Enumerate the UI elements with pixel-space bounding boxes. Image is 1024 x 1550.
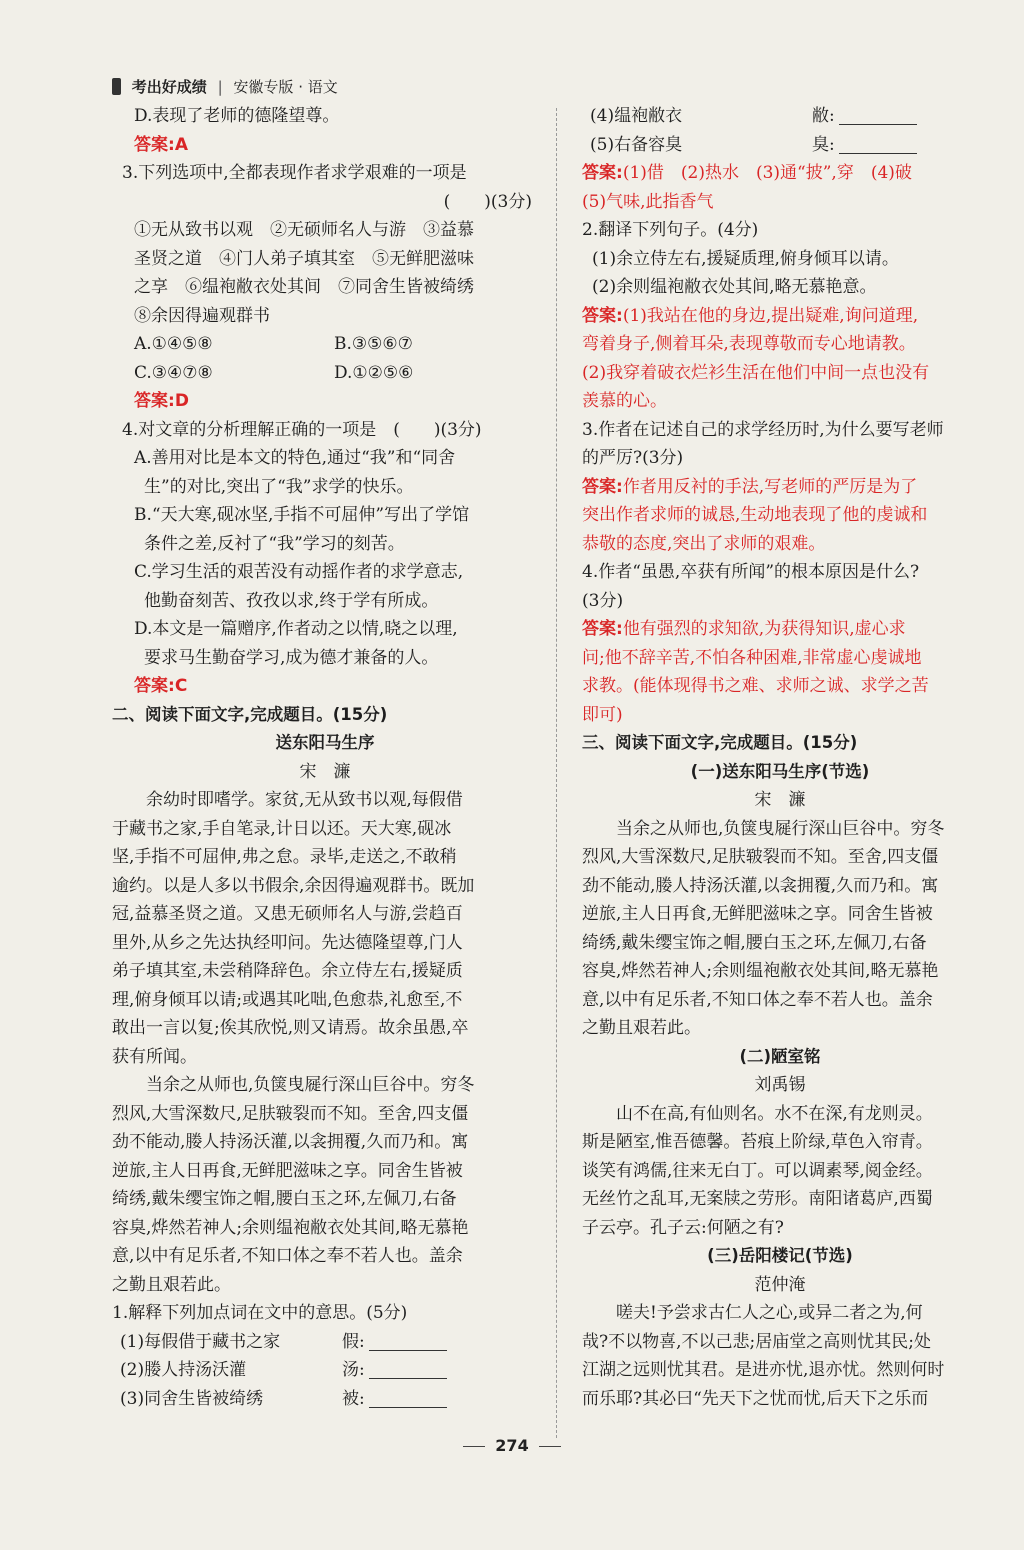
header-edition: 安徽专版 <box>233 78 294 96</box>
q3-item-line: ①无从致书以观 ②无硕师名人与游 ③益慕 <box>134 220 474 240</box>
q4-option-b: B.“天大寒,砚冰坚,手指不可屈伸”写出了学馆 <box>134 505 470 525</box>
text-1-title: (一)送东阳马生序(节选) <box>690 761 870 781</box>
passage-line: 里外,从乡之先达执经叩问。先达德隆望尊,门人 <box>112 932 463 953</box>
q3-item-line: 之享 ⑥缊袍敝衣处其间 ⑦同舍生皆被绮绣 <box>134 277 474 297</box>
passage-line: 容臭,烨然若神人;余则缊袍敝衣处其间,略无慕艳 <box>582 961 939 981</box>
column-divider <box>556 108 557 1438</box>
q3-answer: 答案:D <box>134 391 189 411</box>
passage-line: 绮绣,戴朱缨宝饰之帽,腰白玉之环,左佩刀,右备 <box>112 1189 457 1209</box>
s2-q1-stem: 1.解释下列加点词在文中的意思。(5分) <box>112 1303 408 1323</box>
text-2-author: 刘禹锡 <box>754 1075 806 1095</box>
passage-line: 山不在高,有仙则名。水不在深,有龙则灵。 <box>616 1103 933 1124</box>
answer-blank[interactable] <box>369 1389 447 1408</box>
s2-q2-stem: 2.翻译下列句子。(4分) <box>582 220 759 240</box>
s2-q3-answer-cont: 恭敬的态度,突出了求师的艰难。 <box>582 533 826 554</box>
s2-q2-answer-cont: 羡慕的心。 <box>582 391 667 411</box>
passage-line: 敢出一言以复;俟其欣悦,则又请焉。故余虽愚,卒 <box>112 1018 469 1038</box>
passage-line: 江湖之远则忧其君。是进亦忧,退亦忧。然则何时 <box>582 1360 945 1380</box>
answer-blank[interactable] <box>369 1332 447 1351</box>
q4-option-a: A.善用对比是本文的特色,通过“我”和“同舍 <box>134 448 456 468</box>
passage-line: 当余之从师也,负箧曳屣行深山巨谷中。穷冬 <box>616 818 945 839</box>
q4-option-b: 条件之差,反衬了“我”学习的刻苦。 <box>144 533 405 554</box>
vocab-item: (5)右备容臭 臭: <box>582 131 978 160</box>
page-number: 274 <box>0 1436 1024 1455</box>
passage-line: 坚,手指不可屈伸,弗之怠。录毕,走送之,不敢稍 <box>112 847 457 867</box>
s2-q3-answer-cont: 突出作者求师的诚恳,生动地表现了他的虔诚和 <box>582 505 928 525</box>
s2-q2-answer-cont: 弯着身子,侧着耳朵,表现尊敬而专心地请教。 <box>582 334 916 354</box>
s2-q3-answer: 答案:作者用反衬的手法,写老师的严厉是为了 <box>582 476 918 497</box>
q4-option-c: 他勤奋刻苦、孜孜以求,终于学有所成。 <box>144 590 439 611</box>
q4-option-d: D.本文是一篇赠序,作者动之以情,晓之以理, <box>134 619 458 639</box>
header-separator: | <box>217 78 223 96</box>
q3-options-row <box>112 330 538 359</box>
passage-line: 余幼时即嗜学。家贫,无从致书以观,每假借 <box>146 790 463 810</box>
passage-line: 意,以中有足乐者,不知口体之奉不若人也。盖余 <box>112 1246 463 1266</box>
passage-line: 当余之从师也,负箧曳屣行深山巨谷中。穷冬 <box>146 1075 475 1095</box>
q3-item-line: ⑧余因得遍观群书 <box>134 305 270 326</box>
passage-line: 获有所闻。 <box>112 1046 197 1067</box>
passage-line: 逆旅,主人日再食,无鲜肥滋味之享。同舍生皆被 <box>582 904 933 924</box>
section-2-heading: 二、阅读下面文字,完成题目。(15分) <box>112 704 388 724</box>
q3-options-row <box>112 359 538 388</box>
s2-q2-item: (1)余立侍左右,援疑质理,俯身倾耳以请。 <box>592 248 899 269</box>
answer-blank[interactable] <box>839 135 917 154</box>
s2-q4-stem: 4.作者“虽愚,卒获有所闻”的根本原因是什么? <box>582 562 920 582</box>
q4-stem: 4.对文章的分析理解正确的一项是 ( )(3分) <box>122 419 482 440</box>
s2-q2-answer: 答案:(1)我站在他的身边,提出疑难,询问道理, <box>582 305 919 326</box>
header-brand: 考出好成绩 <box>131 78 207 96</box>
q4-answer: 答案:C <box>134 676 188 696</box>
passage-line: 意,以中有足乐者,不知口体之奉不若人也。盖余 <box>582 989 933 1010</box>
header-subject: 语文 <box>307 78 338 96</box>
passage-line: 烈风,大雪深数尺,足肤皲裂而不知。至舍,四支僵 <box>112 1103 469 1124</box>
left-column <box>112 102 538 1413</box>
header-dot: · <box>298 78 303 96</box>
vocab-item: (2)媵人持汤沃灌 汤: <box>112 1356 538 1385</box>
passage-line: 容臭,烨然若神人;余则缊袍敝衣处其间,略无慕艳 <box>112 1217 469 1238</box>
s2-q4-answer: 答案:他有强烈的求知欲,为获得知识,虚心求 <box>582 619 906 639</box>
q4-option-d: 要求马生勤奋学习,成为德才兼备的人。 <box>144 647 439 668</box>
text-author: 宋 濂 <box>299 761 351 782</box>
q3-stem: 3.下列选项中,全都表现作者求学艰难的一项是 <box>122 163 467 183</box>
passage-line: 哉?不以物喜,不以己悲;居庙堂之高则忧其民;处 <box>582 1331 931 1352</box>
q3-option-b: B.③⑤⑥⑦ <box>334 334 413 354</box>
passage-line: 无丝竹之乱耳,无案牍之劳形。南阳诸葛庐,西蜀 <box>582 1189 933 1209</box>
page-header <box>112 76 338 97</box>
vocab-item: (4)缊袍敝衣 敝: <box>582 102 978 131</box>
q3-item-line: 圣贤之道 ④门人弟子填其室 ⑤无鲜肥滋味 <box>134 248 474 269</box>
passage-line: 冠,益慕圣贤之道。又患无硕师名人与游,尝趋百 <box>112 904 463 924</box>
passage-line: 于藏书之家,手自笔录,计日以还。天大寒,砚冰 <box>112 818 452 839</box>
passage-line: 斯是陋室,惟吾德馨。苔痕上阶绿,草色入帘青。 <box>582 1132 933 1152</box>
passage-line: 烈风,大雪深数尺,足肤皲裂而不知。至舍,四支僵 <box>582 847 939 867</box>
q3-option-a: A.①④⑤⑧ <box>134 334 213 354</box>
s2-q2-item: (2)余则缊袍敝衣处其间,略无慕艳意。 <box>592 277 877 297</box>
passage-line: 谈笑有鸿儒,往来无白丁。可以调素琴,阅金经。 <box>582 1160 933 1181</box>
text-2-title: (二)陋室铭 <box>739 1046 821 1066</box>
passage-line: 之勤且艰若此。 <box>112 1274 231 1295</box>
s2-q4-answer-cont: 即可) <box>582 704 623 725</box>
vocab-item: (3)同舍生皆被绮绣 被: <box>112 1385 538 1414</box>
book-icon <box>112 78 121 95</box>
text-1-author: 宋 濂 <box>754 790 806 810</box>
s2-q3-stem: 3.作者在记述自己的求学经历时,为什么要写老师 <box>582 419 944 440</box>
passage-line: 之勤且艰若此。 <box>582 1018 701 1038</box>
s2-q1-answer: 答案:(1)借 (2)热水 (3)通“披”,穿 (4)破 <box>582 163 912 183</box>
s2-q4-stem-cont: (3分) <box>582 590 624 611</box>
s2-q4-answer-cont: 问;他不辞辛苦,不怕各种困难,非常虚心虔诚地 <box>582 647 922 668</box>
s2-q4-answer-cont: 求教。(能体现得书之难、求师之诚、求学之苦 <box>582 676 929 696</box>
q4-option-c: C.学习生活的艰苦没有动摇作者的求学意志, <box>134 562 464 582</box>
passage-line: 而乐耶?其必曰“先天下之忧而忧,后天下之乐而 <box>582 1388 929 1409</box>
q3-option-c: C.③④⑦⑧ <box>134 362 213 383</box>
passage-line: 理,俯身倾耳以请;或遇其叱咄,色愈恭,礼愈至,不 <box>112 989 463 1010</box>
passage-line: 绮绣,戴朱缨宝饰之帽,腰白玉之环,左佩刀,右备 <box>582 932 927 953</box>
text-title: 送东阳马生序 <box>275 733 375 752</box>
s2-q1-answer-cont: (5)气味,此指香气 <box>582 191 714 212</box>
right-column <box>582 102 978 1413</box>
q2-answer: 答案:A <box>134 134 188 155</box>
passage-line: 弟子填其室,未尝稍降辞色。余立侍左右,援疑质 <box>112 961 463 981</box>
passage-line: 劲不能动,媵人持汤沃灌,以衾拥覆,久而乃和。寓 <box>582 875 939 896</box>
s2-q2-answer-cont: (2)我穿着破衣烂衫生活在他们中间一点也没有 <box>582 362 930 383</box>
q2-option-d: D.表现了老师的德隆望尊。 <box>134 106 340 126</box>
q4-option-a: 生”的对比,突出了“我”求学的快乐。 <box>144 476 414 497</box>
page-number-dash <box>539 1446 561 1447</box>
passage-line: 子云亭。孔子云:何陋之有? <box>582 1217 784 1238</box>
passage-line: 嗟夫!予尝求古仁人之心,或异二者之为,何 <box>616 1303 923 1323</box>
q3-score: ( )(3分) <box>443 191 532 212</box>
section-3-heading: 三、阅读下面文字,完成题目。(15分) <box>582 733 858 752</box>
passage-line: 逆旅,主人日再食,无鲜肥滋味之享。同舍生皆被 <box>112 1160 463 1181</box>
page-number-dash <box>463 1446 485 1447</box>
answer-blank[interactable] <box>369 1360 447 1379</box>
passage-line: 劲不能动,媵人持汤沃灌,以衾拥覆,久而乃和。寓 <box>112 1132 469 1152</box>
text-3-title: (三)岳阳楼记(节选) <box>707 1246 853 1265</box>
passage-line: 逾约。以是人多以书假余,余因得遍观群书。既加 <box>112 875 475 896</box>
text-3-author: 范仲淹 <box>754 1274 806 1295</box>
vocab-item: (1)每假借于藏书之家 假: <box>112 1328 538 1357</box>
s2-q3-stem-cont: 的严厉?(3分) <box>582 448 684 468</box>
q3-option-d: D.①②⑤⑥ <box>334 362 414 383</box>
answer-blank[interactable] <box>839 106 917 125</box>
